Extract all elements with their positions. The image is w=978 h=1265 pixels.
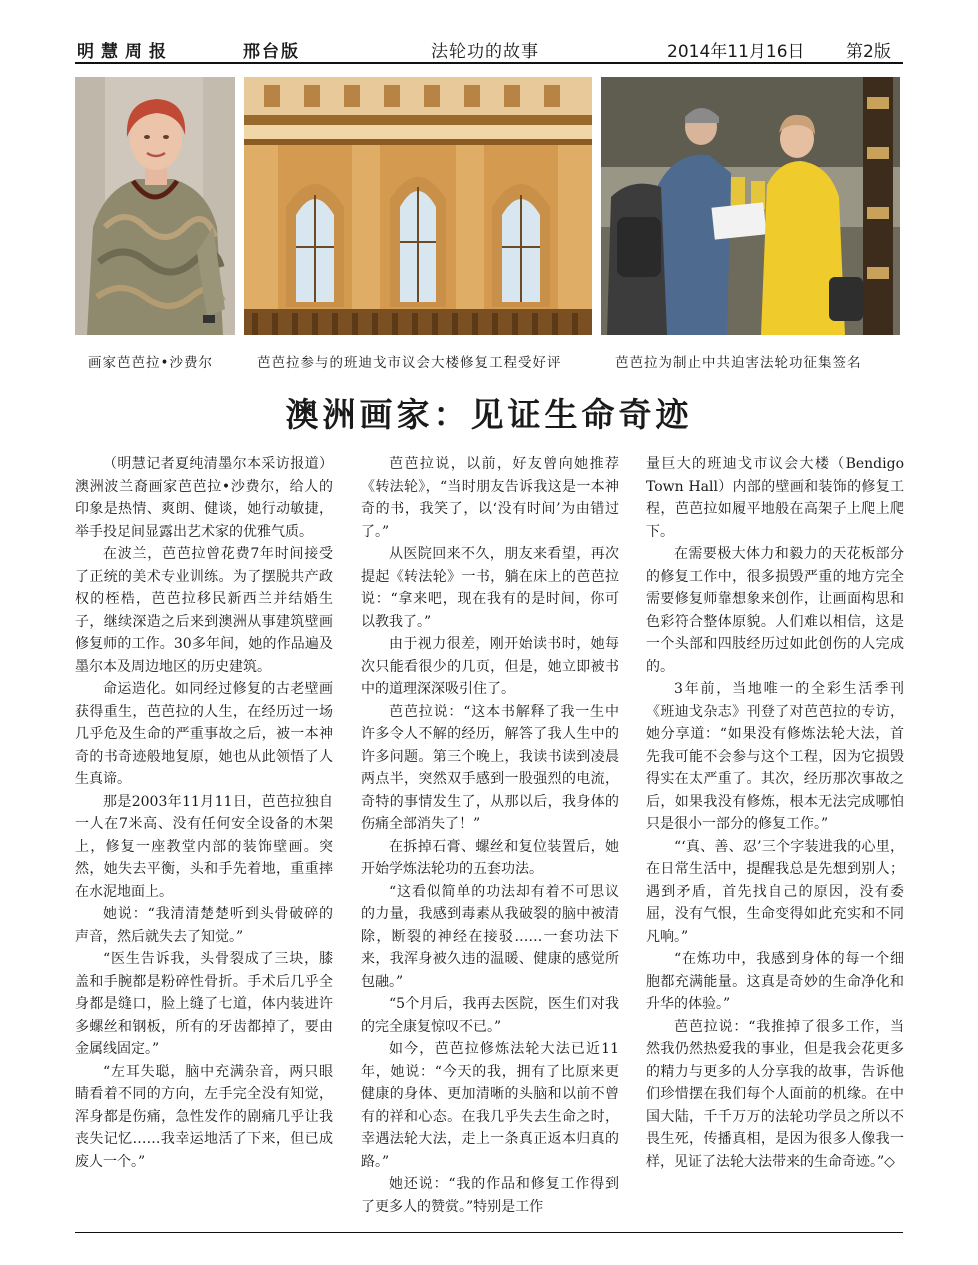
paragraph: 量巨大的班迪戈市议会大楼（Bendigo Town Hall）内部的壁画和装饰的修复工程，芭芭拉如履平地般在高架子上爬上爬下。 xyxy=(646,456,904,540)
paragraph: 那是2003年11月11日，芭芭拉独自一人在7米高、没有任何安全设备的木架上，修复一座教堂内部的装饰壁画。突然，她失去平衡，头和手先着地，重重摔在水泥地面上。 xyxy=(75,793,333,900)
paragraph: “‘真、善、忍’三个字装进我的心里，在日常生活中，提醒我总是先想到别人；遇到矛盾，首先找自己的原因，没有委屈，没有气恨，生命变得如此充实和不同凡响。” xyxy=(646,838,904,945)
paragraph: 她说：“我清清楚楚听到头骨破碎的声音，然后就失去了知觉。” xyxy=(75,906,333,945)
paragraph: 由于视力很差，刚开始读书时，她每次只能看很少的几页，但是，她立即被书中的道理深深吸引住了。 xyxy=(361,636,619,697)
paragraph: “在炼功中，我感到身体的每一个细胞都充满能量。这真是奇妙的生命净化和升华的体验。” xyxy=(646,951,904,1012)
town-hall-photo xyxy=(244,77,592,335)
paragraph: 芭芭拉说，以前，好友曾向她推荐《转法轮》，“当时朋友告诉我这是一本神奇的书，我笑了，以‘没有时间’为由错过了。” xyxy=(361,456,619,540)
paragraph: 从医院回来不久，朋友来看望，再次提起《转法轮》一书，躺在床上的芭芭拉说：“拿来吧，现在我有的是时间，你可以教我了。” xyxy=(361,546,619,630)
paragraph: 如今，芭芭拉修炼法轮大法已近11年，她说：“今天的我，拥有了比原来更健康的身体、更加清晰的头脑和以前不曾有的祥和心态。在我几乎失去生命之时，幸遇法轮大法，走上一条真正返本归真的路。” xyxy=(361,1041,619,1170)
paragraph: 命运造化。如同经过修复的古老壁画获得重生，芭芭拉的人生，在经历过一场几乎危及生命的严重事故之后，被一本神奇的书奇迹般地复原，她也从此领悟了人生真谛。 xyxy=(75,681,333,787)
masthead-rule xyxy=(75,62,903,64)
paragraph: （明慧记者夏纯清墨尔本采访报道）澳洲波兰裔画家芭芭拉•沙费尔，给人的印象是热情、爽朗、健谈，她行动敏捷，举手投足间显露出艺术家的优雅气质。 xyxy=(75,456,333,540)
edition-name: 邢台版 xyxy=(243,42,300,62)
paragraph: 在拆掉石膏、螺丝和复位装置后，她开始学炼法轮功的五套功法。 xyxy=(361,838,619,877)
section-title: 法轮功的故事 xyxy=(431,42,539,62)
caption-petition: 芭芭拉为制止中共迫害法轮功征集签名 xyxy=(615,355,862,371)
article-column-1 xyxy=(75,453,333,1173)
town-hall-illustration xyxy=(244,77,592,335)
paragraph: “左耳失聪，脑中充满杂音，两只眼睛看着不同的方向，左手完全没有知觉，浑身都是伤痛，急性发作的剧痛几乎让我丧失记忆……我幸运地活了下来，但已成废人一个。” xyxy=(75,1063,333,1170)
paragraph: “这看似简单的功法却有着不可思议的力量，我感到毒素从我破裂的脑中被清除，断裂的神经在接驳……一套功法下来，我浑身被久违的温暖、健康的感觉所包融。” xyxy=(361,883,619,990)
paragraph: “5个月后，我再去医院，医生们对我的完全康复惊叹不已。” xyxy=(361,996,619,1035)
paragraph: 3年前，当地唯一的全彩生活季刊《班迪戈杂志》刊登了对芭芭拉的专访，她分享道：“如果没有修炼法轮大法，首先我可能不会参与这个工程，因为它损毁得实在太严重了。其次，经历那次事故之后，如果我没有修炼，根本无法完成哪怕只是很小一部分的修复工作。” xyxy=(646,681,904,832)
paragraph: 芭芭拉说：“我推掉了很多工作，当然我仍然热爱我的事业，但是我会花更多的精力与更多的人分享我的故事，告诉他们珍惜摆在我们每个人面前的机缘。在中国大陆，千千万万的法轮功学员之所以不畏生死，传播真相，是因为很多人像我一样，见证了法轮大法带来的生命奇迹。”◇ xyxy=(646,1018,904,1170)
caption-portrait: 画家芭芭拉•沙费尔 xyxy=(88,355,213,371)
paragraph: “医生告诉我，头骨裂成了三块，膝盖和手腕都是粉碎性骨折。手术后几乎全身都是缝口，脸上缝了七道，体内装进许多螺丝和钢板，所有的牙齿都掉了，要由金属线固定。” xyxy=(75,951,333,1057)
paragraph: 在波兰，芭芭拉曾花费7年时间接受了正统的美术专业训练。为了摆脱共产政权的桎梏，芭芭拉移民新西兰并结婚生子，继续深造之后来到澳洲从事建筑壁画修复师的工作。30多年间，她的作品遍及墨尔本及周边地区的历史建筑。 xyxy=(75,546,333,675)
masthead xyxy=(75,34,903,62)
portrait-photo xyxy=(75,77,235,335)
issue-date: 2014年11月16日 xyxy=(667,42,805,62)
paragraph: 在需要极大体力和毅力的天花板部分的修复工作中，很多损毁严重的地方完全需要修复师靠想象来创作，让画面构思和色彩符合整体原貌。人们难以相信，这是一个头部和四肢经历过如此创伤的人完成的。 xyxy=(646,546,904,675)
paragraph: 她还说：“我的作品和修复工作得到了更多人的赞赏。”特别是工作 xyxy=(361,1176,619,1215)
article-column-2 xyxy=(361,453,619,1218)
page-number: 第2版 xyxy=(846,42,891,62)
article-headline: 澳洲画家：见证生命奇迹 xyxy=(285,395,693,434)
petition-photo xyxy=(601,77,900,335)
paragraph: 芭芭拉说：“这本书解释了我一生中许多令人不解的经历，解答了我人生中的许多问题。第三个晚上，我读书读到凌晨两点半，突然双手感到一股强烈的电流，奇特的事情发生了，从那以后，我身体的伤痛全部消失了！” xyxy=(361,703,619,832)
portrait-illustration xyxy=(75,77,235,335)
article-column-3 xyxy=(646,453,904,1173)
footer-rule xyxy=(75,1232,903,1233)
newspaper-name: 明慧周报 xyxy=(77,42,173,62)
petition-illustration xyxy=(601,77,900,335)
caption-town-hall: 芭芭拉参与的班迪戈市议会大楼修复工程受好评 xyxy=(257,355,562,371)
